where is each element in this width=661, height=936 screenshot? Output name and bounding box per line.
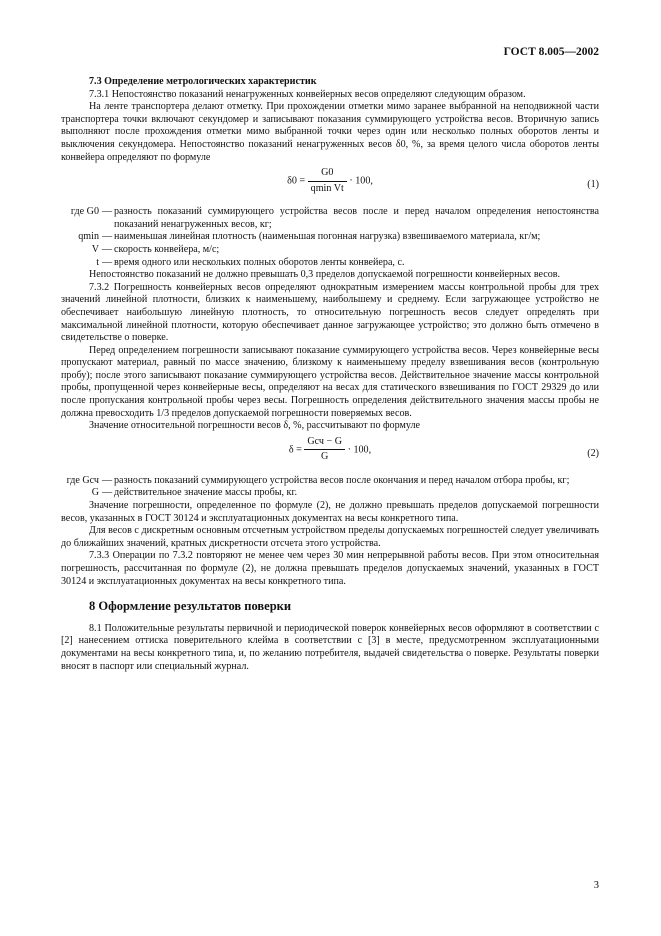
legend-item: где G0 — разность показаний суммирующего устройства весов после и перед началом определения непостоянства показаний ненагруженных весов, кг; [61, 206, 599, 231]
formula-numerator: Gсч − G [304, 436, 345, 451]
legend-list-1 [61, 206, 599, 269]
document-body [61, 76, 599, 673]
legend-list-2 [61, 475, 599, 500]
legend-text: действительное значение массы пробы, кг. [114, 487, 297, 499]
legend-symbol: G [91, 487, 99, 499]
formula-rhs: · 100, [347, 444, 372, 456]
paragraph: 7.3.2 Погрешность конвейерных весов определяют однократным измерением массы контрольной пробы для трех значений линейной плотности, близких к наименьшему, наибольшему и среднему. Если загружающее устройство не обеспечивает наибольшую линейную плотность, то относительную погрешность весов следует определять при максимальной линейной плотности, которую обеспечивает данное загружающее устройство; это должно быть отмечено в свидетельстве о поверке. [61, 281, 599, 344]
legend-symbol: t [96, 256, 99, 268]
formula-rhs: · 100, [349, 175, 373, 187]
legend-item: V — скорость конвейера, м/с; [61, 244, 599, 257]
formula-denominator: qmin Vt [310, 182, 344, 194]
formula-numerator: G0 [308, 167, 347, 182]
legend-symbol: V [91, 243, 99, 255]
paragraph: Значение погрешности, определенное по формуле (2), не должно превышать пределов допускаемой погрешности весов, указанных в ГОСТ 30124 и эксплуатационных документах на весы конкретного типа. [61, 500, 599, 524]
formula-fraction [304, 436, 345, 464]
standard-code-header: ГОСТ 8.005—2002 [503, 46, 599, 58]
legend-text: скорость конвейера, м/с; [114, 243, 220, 255]
formula-1 [61, 167, 599, 203]
legend-text: время одного или нескольких полных оборотов ленты конвейера, с. [114, 256, 405, 268]
section-heading: 8 Оформление результатов поверки [89, 599, 292, 614]
paragraph: Перед определением погрешности записывают показание суммирующего устройства весов. Через конвейерные весы пропускают материал, равный по массе значению, близкому к наименьшему пределу взвешивания весов (контрольную пробу); после этого записывают показание суммирующего устройства весов. Действительное значение массы контрольной пробы, пропущенной через конвейерные весы, определяют на весах для статического взвешивания по ГОСТ 29329 до или после пропускания контрольной пробы через весы. Погрешность определения действительного значения массы пробы не должна превосходить 1/3 пределов допускаемой погрешности поверяемых весов. [61, 344, 599, 419]
formula-number: (1) [587, 179, 599, 191]
paragraph: 7.3.3 Операции по 7.3.2 повторяют не менее чем через 30 мин непрерывной работы весов. При этом относительная погрешность, рассчитанная по формуле (2), не должна превышать пределов допускаемых значений, указанных в ГОСТ 30124 и эксплуатационных документах на весы конкретного типа. [61, 550, 599, 587]
paragraph: Значение относительной погрешности весов δ, %, рассчитывают по формуле [89, 420, 420, 432]
paragraph: 8.1 Положительные результаты первичной и периодической поверок конвейерных весов оформляют в соответствии с [2] нанесением оттиска поверительного клейма в соответствии с [3] в месте, предусмотренном эксплуатационными документами на весы конкретного типа, и, по желанию потребителя, выдачей свидетельства о поверке. Результаты поверки вносят в паспорт или специальный журнал. [61, 622, 599, 672]
legend-symbol: где G0 [70, 206, 99, 218]
formula-fraction [308, 167, 347, 195]
formula-number: (2) [587, 447, 599, 459]
formula-2 [61, 436, 599, 472]
legend-item: G — действительное значение массы пробы, кг. [61, 487, 599, 500]
legend-item: где Gсч — разность показаний суммирующего устройства весов после окончания и перед началом отбора пробы, кг; [61, 475, 599, 488]
legend-text: наименьшая линейная плотность (наименьшая погонная нагрузка) взвешиваемого материала, кг/м; [114, 231, 541, 243]
paragraph: На ленте транспортера делают отметку. При прохождении отметки мимо заранее выбранной на неподвижной части транспортера точки включают секундомер и записывают показания суммирующего устройства весов. Вторичную запись выполняют после прохождения отметки мимо выбранной точки через один или несколько полных оборотов ленты и выключения секундомера. Непостоянство показаний ненагруженных весов δ0, %, за время целого числа оборотов ленты конвейера определяют по формуле [61, 101, 599, 163]
legend-text: разность показаний суммирующего устройства весов после и перед началом определения непостоянства показаний ненагруженных весов, кг; [114, 206, 599, 230]
legend-item: t — время одного или нескольких полных оборотов ленты конвейера, с. [61, 257, 599, 270]
legend-item: qmin — наименьшая линейная плотность (наименьшая погонная нагрузка) взвешиваемого материала, кг/м; [61, 231, 599, 244]
subsection-title: 7.3 Определение метрологических характеристик [89, 76, 317, 87]
formula-lhs: δ = [288, 444, 302, 456]
formula-denominator: G [321, 451, 329, 463]
legend-symbol: qmin [78, 231, 99, 243]
legend-symbol: где Gсч [66, 474, 99, 486]
formula-lhs: δ0 = [287, 175, 306, 187]
paragraph: Непостоянство показаний не должно превышать 0,3 пределов допускаемой погрешности конвейерных весов. [89, 269, 561, 281]
page-number: 3 [593, 880, 599, 891]
paragraph: 7.3.1 Непостоянство показаний ненагруженных конвейерных весов определяют следующим образом. [89, 88, 526, 100]
paragraph: Для весов с дискретным основным отсчетным устройством пределы допускаемых погрешностей следует увеличивать до ближайших значений, кратных дискретности отсчета этого устройства. [61, 525, 599, 549]
legend-text: разность показаний суммирующего устройства весов после окончания и перед началом отбора пробы, кг; [114, 474, 570, 486]
